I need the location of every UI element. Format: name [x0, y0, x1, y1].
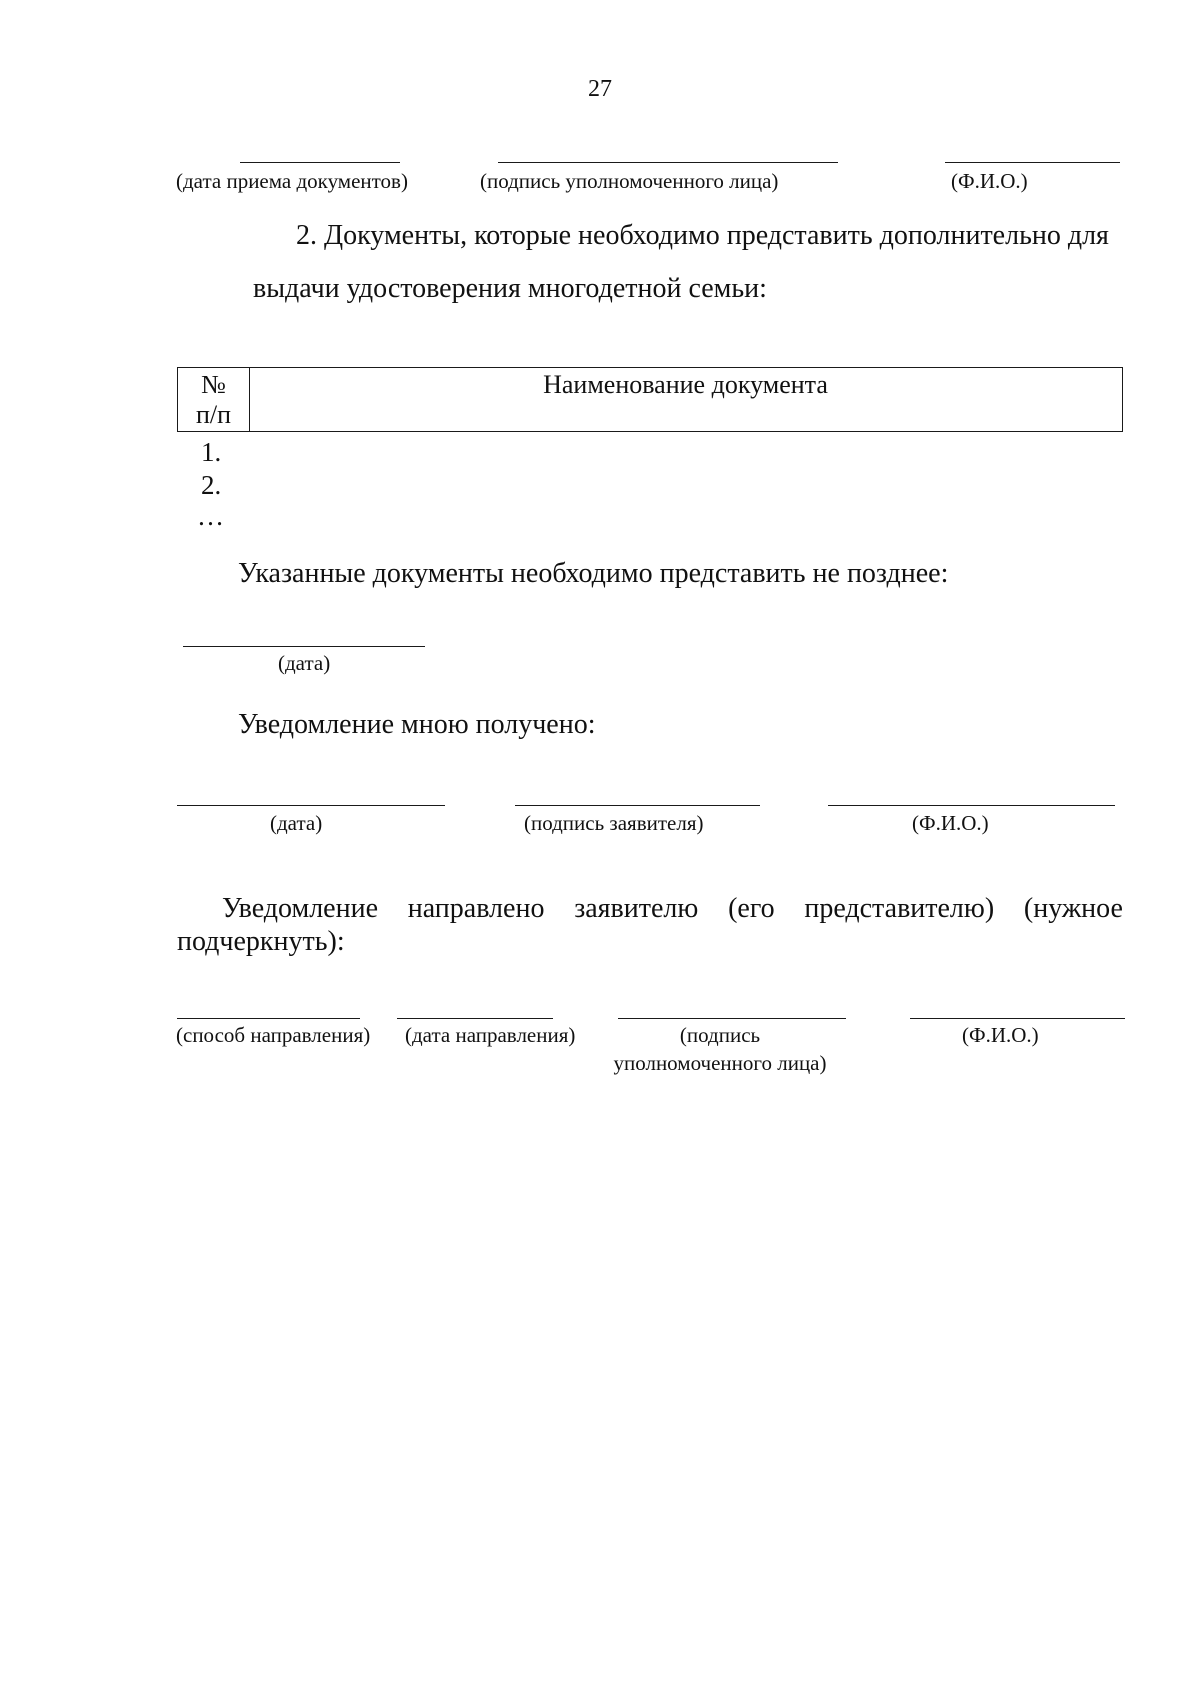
received-date-caption: (дата) [270, 811, 323, 835]
page-number: 27 [588, 76, 612, 102]
sent-date-caption: (дата направления) [405, 1023, 576, 1047]
date-received-line [240, 162, 400, 163]
table-header-number [178, 370, 249, 430]
sent-word: (его [728, 893, 775, 924]
received-text: Уведомление мною получено: [238, 709, 596, 740]
fio-line [945, 162, 1120, 163]
table-row-1: 1. [201, 437, 222, 467]
sent-signature-line [618, 1018, 846, 1019]
sent-word: (нужное [1023, 893, 1123, 924]
applicant-signature-caption: (подпись заявителя) [524, 811, 704, 835]
sent-signature-caption-line1: (подпись [679, 1023, 761, 1047]
date-received-caption: (дата приема документов) [176, 169, 408, 193]
sent-word: направлено [407, 893, 545, 924]
section2-line1: 2. Документы, которые необходимо представить дополнительно для [296, 220, 1109, 251]
sent-text-line2: подчеркнуть): [177, 926, 345, 957]
deadline-date-caption: (дата) [278, 651, 331, 675]
sent-signature-caption-line2: уполномоченного лица) [613, 1051, 827, 1075]
fio-caption: (Ф.И.О.) [951, 169, 1028, 193]
deadline-date-line [183, 646, 425, 647]
received-fio-caption: (Ф.И.О.) [912, 811, 989, 835]
sent-fio-caption: (Ф.И.О.) [962, 1023, 1039, 1047]
table-header-document-name: Наименование документа [543, 370, 828, 399]
table-row-2: 2. [201, 470, 222, 500]
applicant-signature-line [515, 805, 760, 806]
method-line [177, 1018, 360, 1019]
authorized-signature-line [498, 162, 838, 163]
authorized-signature-caption: (подпись уполномоченного лица) [480, 169, 779, 193]
sent-word: заявителю [574, 893, 699, 924]
table-row-ellipsis: … [197, 501, 224, 531]
sent-text-line1 [222, 892, 1123, 926]
sent-signature-caption [600, 1022, 840, 1076]
sent-word: Уведомление [222, 893, 379, 924]
received-date-line [177, 805, 445, 806]
sent-word: представителю) [804, 893, 995, 924]
section2-line2: выдачи удостоверения многодетной семьи: [253, 273, 767, 304]
sent-date-line [397, 1018, 553, 1019]
documents-table [177, 367, 1123, 432]
method-caption: (способ направления) [176, 1023, 371, 1047]
table-header-number-line1: № [201, 370, 226, 399]
deadline-text: Указанные документы необходимо представить не позднее: [238, 558, 949, 589]
received-fio-line [828, 805, 1115, 806]
table-header-number-line2: п/п [195, 400, 232, 429]
sent-fio-line [910, 1018, 1125, 1019]
